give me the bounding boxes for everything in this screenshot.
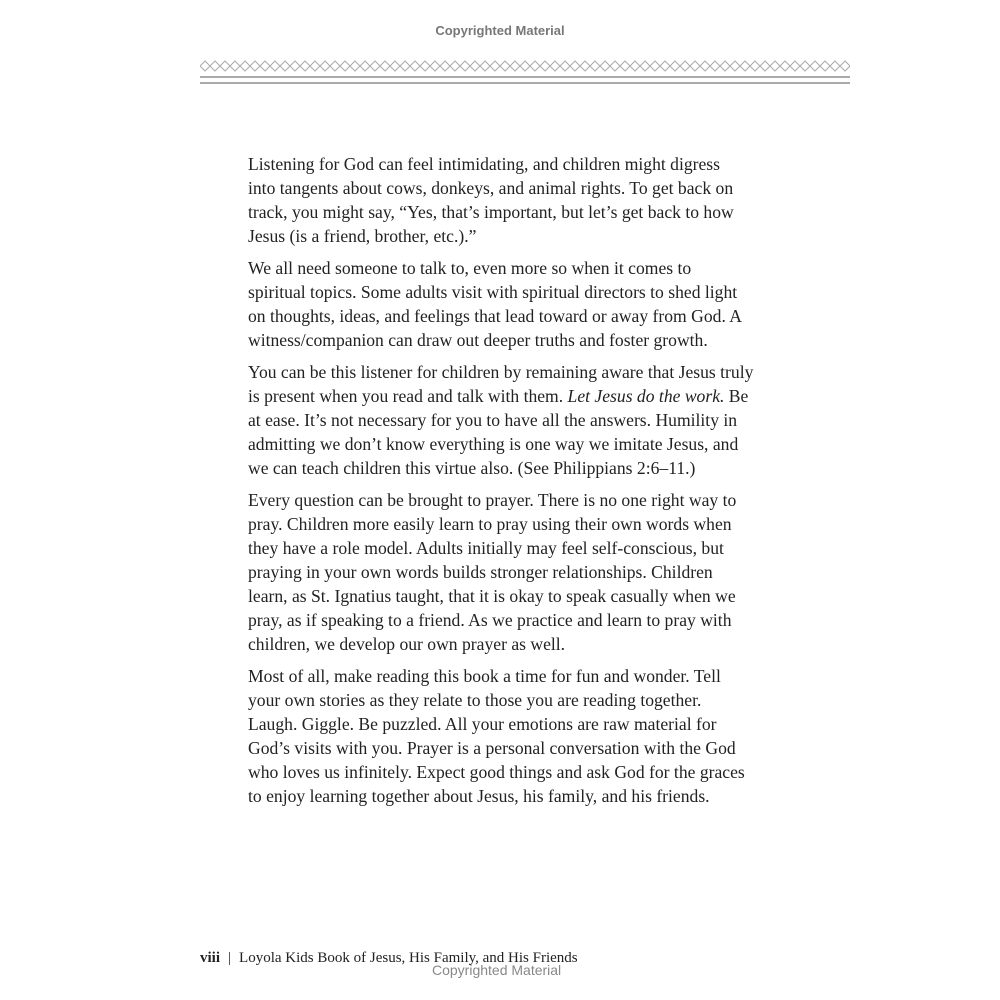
text-line bbox=[248, 512, 768, 536]
body-text bbox=[248, 152, 768, 816]
text-segment: pray. Children more easily learn to pray using their own words when bbox=[248, 514, 732, 534]
text-segment: We all need someone to talk to, even more so when it comes to bbox=[248, 258, 692, 278]
text-line bbox=[248, 152, 768, 176]
text-segment: Every question can be brought to prayer. There is no one right way to bbox=[248, 490, 737, 510]
paragraph bbox=[248, 256, 768, 352]
text-line bbox=[248, 384, 768, 408]
paragraph bbox=[248, 152, 768, 248]
text-line bbox=[248, 760, 768, 784]
text-segment: into tangents about cows, donkeys, and animal rights. To get back on bbox=[248, 178, 734, 198]
text-line bbox=[248, 664, 768, 688]
text-line bbox=[248, 560, 768, 584]
text-line bbox=[248, 456, 768, 480]
text-segment: Be bbox=[724, 386, 749, 406]
text-segment: children, we develop our own prayer as well. bbox=[248, 634, 566, 654]
text-segment: your own stories as they relate to those you are reading together. bbox=[248, 690, 702, 710]
paragraph bbox=[248, 664, 768, 808]
text-line bbox=[248, 200, 768, 224]
text-segment: Jesus (is a friend, brother, etc.).” bbox=[248, 226, 477, 246]
text-segment: on thoughts, ideas, and feelings that lead toward or away from God. A bbox=[248, 306, 742, 326]
text-segment: praying in your own words builds stronger relationships. Children bbox=[248, 562, 713, 582]
text-line bbox=[248, 432, 768, 456]
footer-separator: | bbox=[228, 950, 232, 966]
text-line bbox=[248, 536, 768, 560]
italic-emphasis: Let Jesus do the work. bbox=[567, 386, 725, 406]
text-segment: we can teach children this virtue also. (See Philippians 2:6–11.) bbox=[248, 458, 696, 478]
text-line bbox=[248, 176, 768, 200]
text-segment: who loves us infinitely. Expect good things and ask God for the graces bbox=[248, 762, 745, 782]
text-line bbox=[248, 256, 768, 280]
text-segment: Most of all, make reading this book a time for fun and wonder. Tell bbox=[248, 666, 721, 686]
text-line bbox=[248, 736, 768, 760]
text-segment: at ease. It’s not necessary for you to have all the answers. Humility in bbox=[248, 410, 738, 430]
text-line bbox=[248, 224, 768, 248]
book-title: Loyola Kids Book of Jesus, His Family, and His Friends bbox=[239, 950, 578, 966]
text-segment: pray, as if speaking to a friend. As we practice and learn to pray with bbox=[248, 610, 732, 630]
text-segment: Laugh. Giggle. Be puzzled. All your emotions are raw material for bbox=[248, 714, 717, 734]
text-line bbox=[248, 488, 768, 512]
header-rule-1 bbox=[200, 76, 850, 78]
paragraph bbox=[248, 360, 768, 480]
text-line bbox=[248, 712, 768, 736]
text-line bbox=[248, 584, 768, 608]
text-segment: God’s visits with you. Prayer is a personal conversation with the God bbox=[248, 738, 736, 758]
text-segment: spiritual topics. Some adults visit with spiritual directors to shed light bbox=[248, 282, 738, 302]
text-segment: witness/companion can draw out deeper truths and foster growth. bbox=[248, 330, 708, 350]
text-line bbox=[248, 328, 768, 352]
header-rule-2 bbox=[200, 82, 850, 84]
paragraph bbox=[248, 488, 768, 656]
text-line bbox=[248, 280, 768, 304]
text-segment: is present when you read and talk with them. bbox=[248, 386, 568, 406]
text-line bbox=[248, 608, 768, 632]
text-segment: admitting we don’t know everything is one way we imitate Jesus, and bbox=[248, 434, 739, 454]
text-segment: Listening for God can feel intimidating, and children might digress bbox=[248, 154, 720, 174]
text-segment: learn, as St. Ignatius taught, that it is okay to speak casually when we bbox=[248, 586, 736, 606]
text-segment: You can be this listener for children by remaining aware that Jesus truly bbox=[248, 362, 754, 382]
text-segment: they have a role model. Adults initially may feel self-conscious, but bbox=[248, 538, 724, 558]
copyright-watermark-top: Copyrighted Material bbox=[435, 23, 565, 38]
text-line bbox=[248, 360, 768, 384]
text-segment: to enjoy learning together about Jesus, his family, and his friends. bbox=[248, 786, 710, 806]
page-number: viii bbox=[200, 950, 221, 966]
text-line bbox=[248, 408, 768, 432]
diamond-border-ornament bbox=[200, 59, 850, 73]
text-line bbox=[248, 304, 768, 328]
text-line bbox=[248, 632, 768, 656]
text-line bbox=[248, 784, 768, 808]
text-segment: track, you might say, “Yes, that’s important, but let’s get back to how bbox=[248, 202, 734, 222]
copyright-watermark-bottom: Copyrighted Material bbox=[432, 962, 562, 978]
text-line bbox=[248, 688, 768, 712]
